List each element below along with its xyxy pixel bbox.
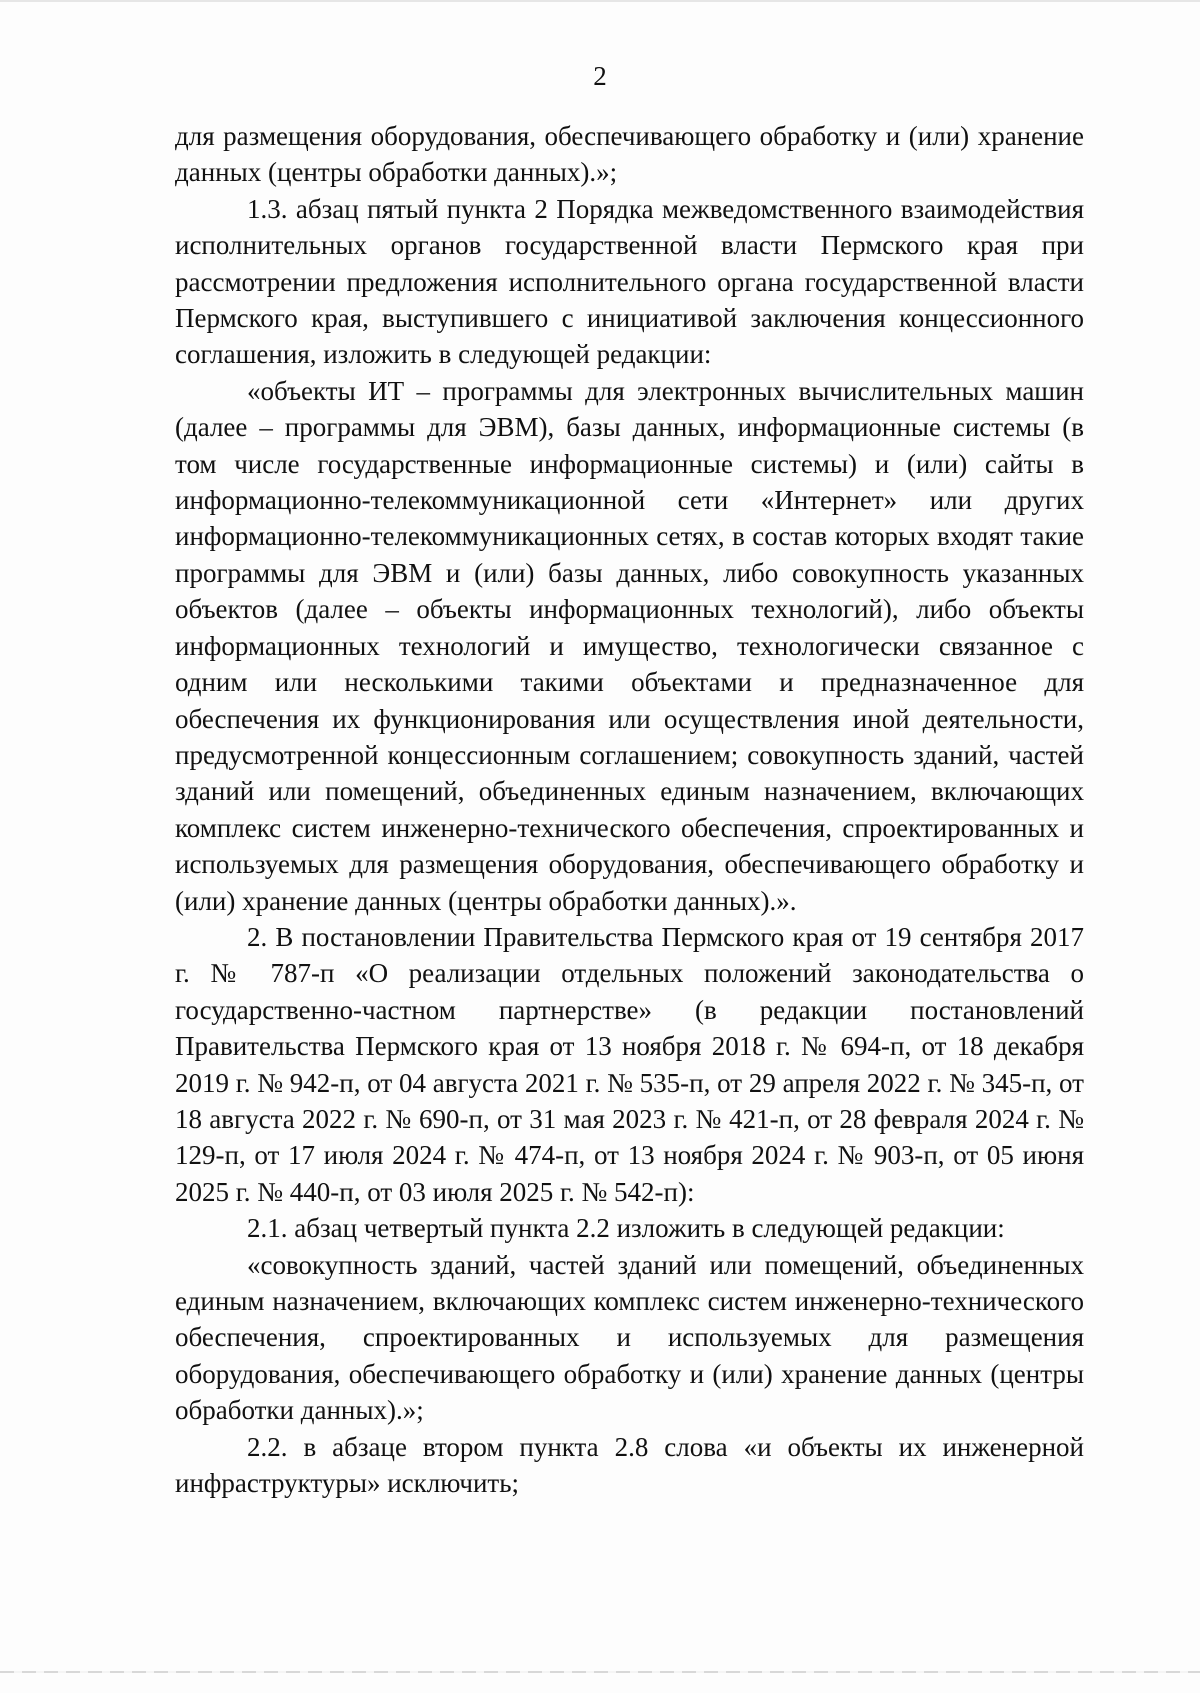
paragraph-item-2: 2. В постановлении Правительства Пермского края от 19 сентября 2017 г. № 787-п «О реализации отдельных положений законодательства о государственно-частном партнерстве» (в редакции постановлений Правительства Пермского края от 13 ноября 2018 г. № 694-п, от 18 декабря 2019 г. № 942-п, от 04 августа 2021 г. № 535-п, от 29 апреля 2022 г. № 345-п, от 18 августа 2022 г. № 690-п, от 31 мая 2023 г. № 421-п, от 28 февраля 2024 г. № 129-п, от 17 июля 2024 г. № 474-п, от 13 ноября 2024 г. № 903-п, от 05 июня 2025 г. № 440-п, от 03 июля 2025 г. № 542-п): bbox=[175, 921, 1084, 1207]
paragraph-continuation: для размещения оборудования, обеспечивающего обработку и (или) хранение данных (центры обработки данных).»; bbox=[175, 121, 1084, 188]
document-body bbox=[175, 118, 1084, 1501]
paragraph-data-centers-definition: «совокупность зданий, частей зданий или помещений, объединенных единым назначением, включающих комплекс систем инженерно-технического обеспечения, спроектированных и используемых для размещения оборудования, обеспечивающего обработку и (или) хранение данных (центры обработки данных).»; bbox=[175, 1249, 1084, 1426]
paragraph-it-objects-definition: «объекты ИТ – программы для электронных вычислительных машин (далее – программы для ЭВМ), базы данных, информационные системы (в том числе государственные информационные системы) и (или) сайты в информационно-телекоммуникационной сети «Интернет» или других информационно-телекоммуникационных сетях, в состав которых входят такие программы для ЭВМ и (или) базы данных, либо совокупность указанных объектов (далее – объекты информационных технологий), либо объекты информационных технологий и имущество, технологически связанное с одним или несколькими такими объектами и предназначенное для обеспечения их функционирования или осуществления иной деятельности, предусмотренной концессионным соглашением; совокупность зданий, частей зданий или помещений, объединенных единым назначением, включающих комплекс систем инженерно-технического обеспечения, спроектированных и используемых для размещения оборудования, обеспечивающего обработку и (или) хранение данных (центры обработки данных).». bbox=[175, 375, 1084, 916]
paragraph-item-1-3: 1.3. абзац пятый пункта 2 Порядка межведомственного взаимодействия исполнительных органов государственной власти Пермского края при рассмотрении предложения исполнительного органа государственной власти Пермского края, выступившего с инициативой заключения концессионного соглашения, изложить в следующей редакции: bbox=[175, 193, 1084, 370]
paragraph-item-2-1: 2.1. абзац четвертый пункта 2.2 изложить в следующей редакции: bbox=[247, 1213, 1005, 1244]
page-number: 2 bbox=[593, 61, 607, 91]
scan-edge-bottom bbox=[0, 1671, 1200, 1673]
paragraph-item-2-2: 2.2. в абзаце втором пункта 2.8 слова «и объекты их инженерной инфраструктуры» исключить; bbox=[175, 1431, 1084, 1499]
scan-edge-top bbox=[0, 0, 1200, 2]
